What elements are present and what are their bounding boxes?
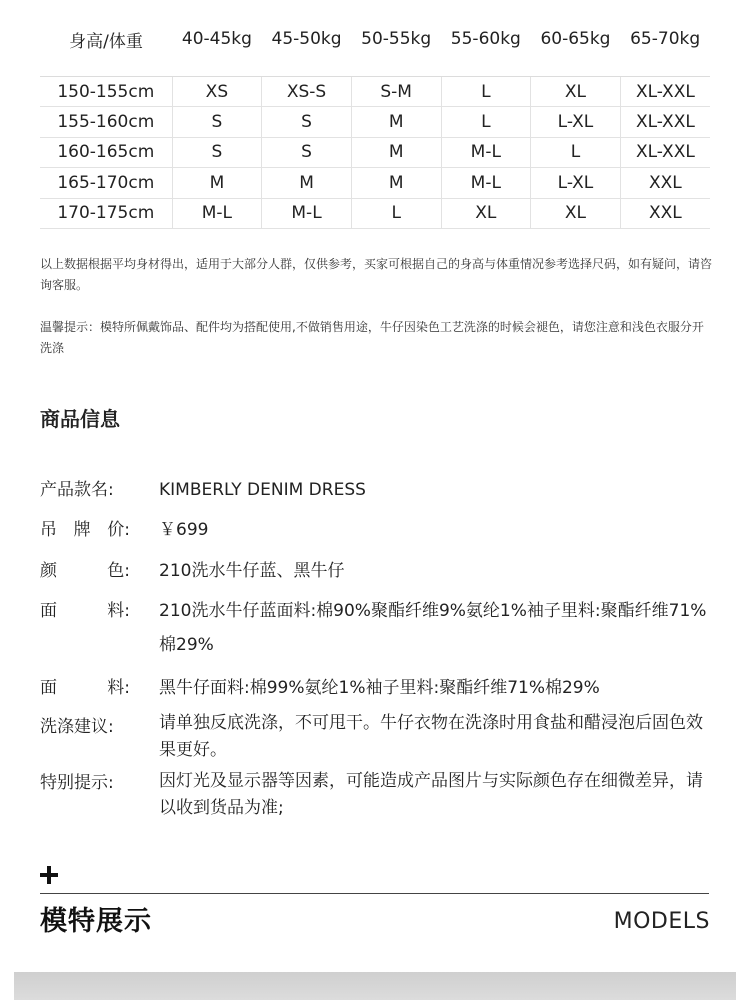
height-range-cell: 165-170cm — [40, 168, 172, 198]
size-cell: M — [172, 168, 262, 198]
size-chart-row — [40, 137, 710, 167]
size-cell: M-L — [441, 168, 531, 198]
info-label: 产品款名: — [40, 480, 114, 500]
info-label: 颜 色: — [40, 561, 130, 581]
model-photo — [14, 972, 736, 1000]
weight-range-header: 45-50kg — [271, 29, 342, 49]
size-cell: L-XL — [531, 107, 621, 137]
size-cell: M-L — [172, 198, 262, 228]
size-chart-header-label: 身高/体重 — [69, 31, 143, 52]
size-cell: S — [172, 137, 262, 167]
size-cell: XL-XXL — [620, 107, 710, 137]
size-chart-row — [40, 168, 710, 198]
size-cell: XL-XXL — [620, 137, 710, 167]
size-cell: M — [262, 168, 352, 198]
size-cell: XXL — [620, 198, 710, 228]
info-label: 面 料: — [40, 601, 130, 621]
product-fabric-black: 黑牛仔面料:棉99%氨纶1%袖子里料:聚酯纤维71%棉29% — [159, 678, 600, 698]
height-range-cell: 170-175cm — [40, 198, 172, 228]
size-cell: S — [262, 137, 352, 167]
height-range-cell: 150-155cm — [40, 77, 172, 107]
size-chart-row — [40, 107, 710, 137]
size-cell: M — [351, 137, 441, 167]
size-cell: XL — [531, 198, 621, 228]
product-name: KIMBERLY DENIM DRESS — [159, 480, 366, 500]
size-chart-header-row — [40, 22, 710, 56]
weight-range-header: 40-45kg — [181, 29, 252, 49]
models-section-title: 模特展示 — [40, 906, 152, 937]
size-cell: M — [351, 168, 441, 198]
size-cell: XL — [441, 198, 531, 228]
size-cell: L — [441, 107, 531, 137]
size-disclaimer-note: 以上数据根据平均身材得出，适用于大部分人群，仅供参考，买家可根据自己的身高与体重情况参考选择尺码，如有疑问，请咨询客服。 — [40, 257, 713, 292]
info-label: 吊 牌 价: — [40, 520, 130, 540]
info-label: 特别提示: — [40, 773, 114, 793]
size-cell: M — [351, 107, 441, 137]
size-cell: S — [262, 107, 352, 137]
size-cell: XL — [531, 77, 621, 107]
size-chart-row — [40, 77, 710, 107]
weight-range-header: 60-65kg — [540, 29, 611, 49]
size-cell: L — [441, 77, 531, 107]
size-cell: XS-S — [262, 77, 352, 107]
size-cell: XL-XXL — [620, 77, 710, 107]
weight-range-header: 50-55kg — [361, 29, 432, 49]
care-reminder-note: 温馨提示：模特所佩戴饰品、配件均为搭配使用,不做销售用途，牛仔因染色工艺洗涤的时候会褪色，请您注意和浅色衣服分开洗涤 — [40, 320, 704, 355]
size-cell: XS — [172, 77, 262, 107]
product-fabric-blue: 210洗水牛仔蓝面料:棉90%聚酯纤维9%氨纶1%袖子里料:聚酯纤维71%棉29% — [159, 601, 707, 655]
size-cell: M-L — [441, 137, 531, 167]
size-cell: L — [531, 137, 621, 167]
size-cell: L-XL — [531, 168, 621, 198]
models-section-title-en: MODELS — [613, 909, 710, 934]
plus-icon — [40, 866, 58, 884]
special-notice: 因灯光及显示器等因素，可能造成产品图片与实际颜色存在细微差异，请以收到货品为准; — [159, 771, 703, 818]
weight-range-header: 65-70kg — [630, 29, 701, 49]
size-cell: XXL — [620, 168, 710, 198]
product-color: 210洗水牛仔蓝、黑牛仔 — [159, 561, 345, 581]
wash-advice: 请单独反底洗涤，不可甩干。牛仔衣物在洗涤时用食盐和醋浸泡后固色效果更好。 — [159, 713, 703, 760]
info-label: 洗涤建议: — [40, 717, 114, 737]
size-chart-row — [40, 198, 710, 228]
section-divider — [40, 893, 709, 894]
height-range-cell: 155-160cm — [40, 107, 172, 137]
size-cell: M-L — [262, 198, 352, 228]
weight-range-header: 55-60kg — [450, 29, 521, 49]
product-info-title: 商品信息 — [40, 407, 120, 431]
height-range-cell: 160-165cm — [40, 137, 172, 167]
product-price: ￥699 — [159, 520, 209, 540]
size-cell: L — [351, 198, 441, 228]
size-chart-table — [40, 22, 710, 229]
info-label: 面 料: — [40, 678, 130, 698]
size-cell: S-M — [351, 77, 441, 107]
size-cell: S — [172, 107, 262, 137]
